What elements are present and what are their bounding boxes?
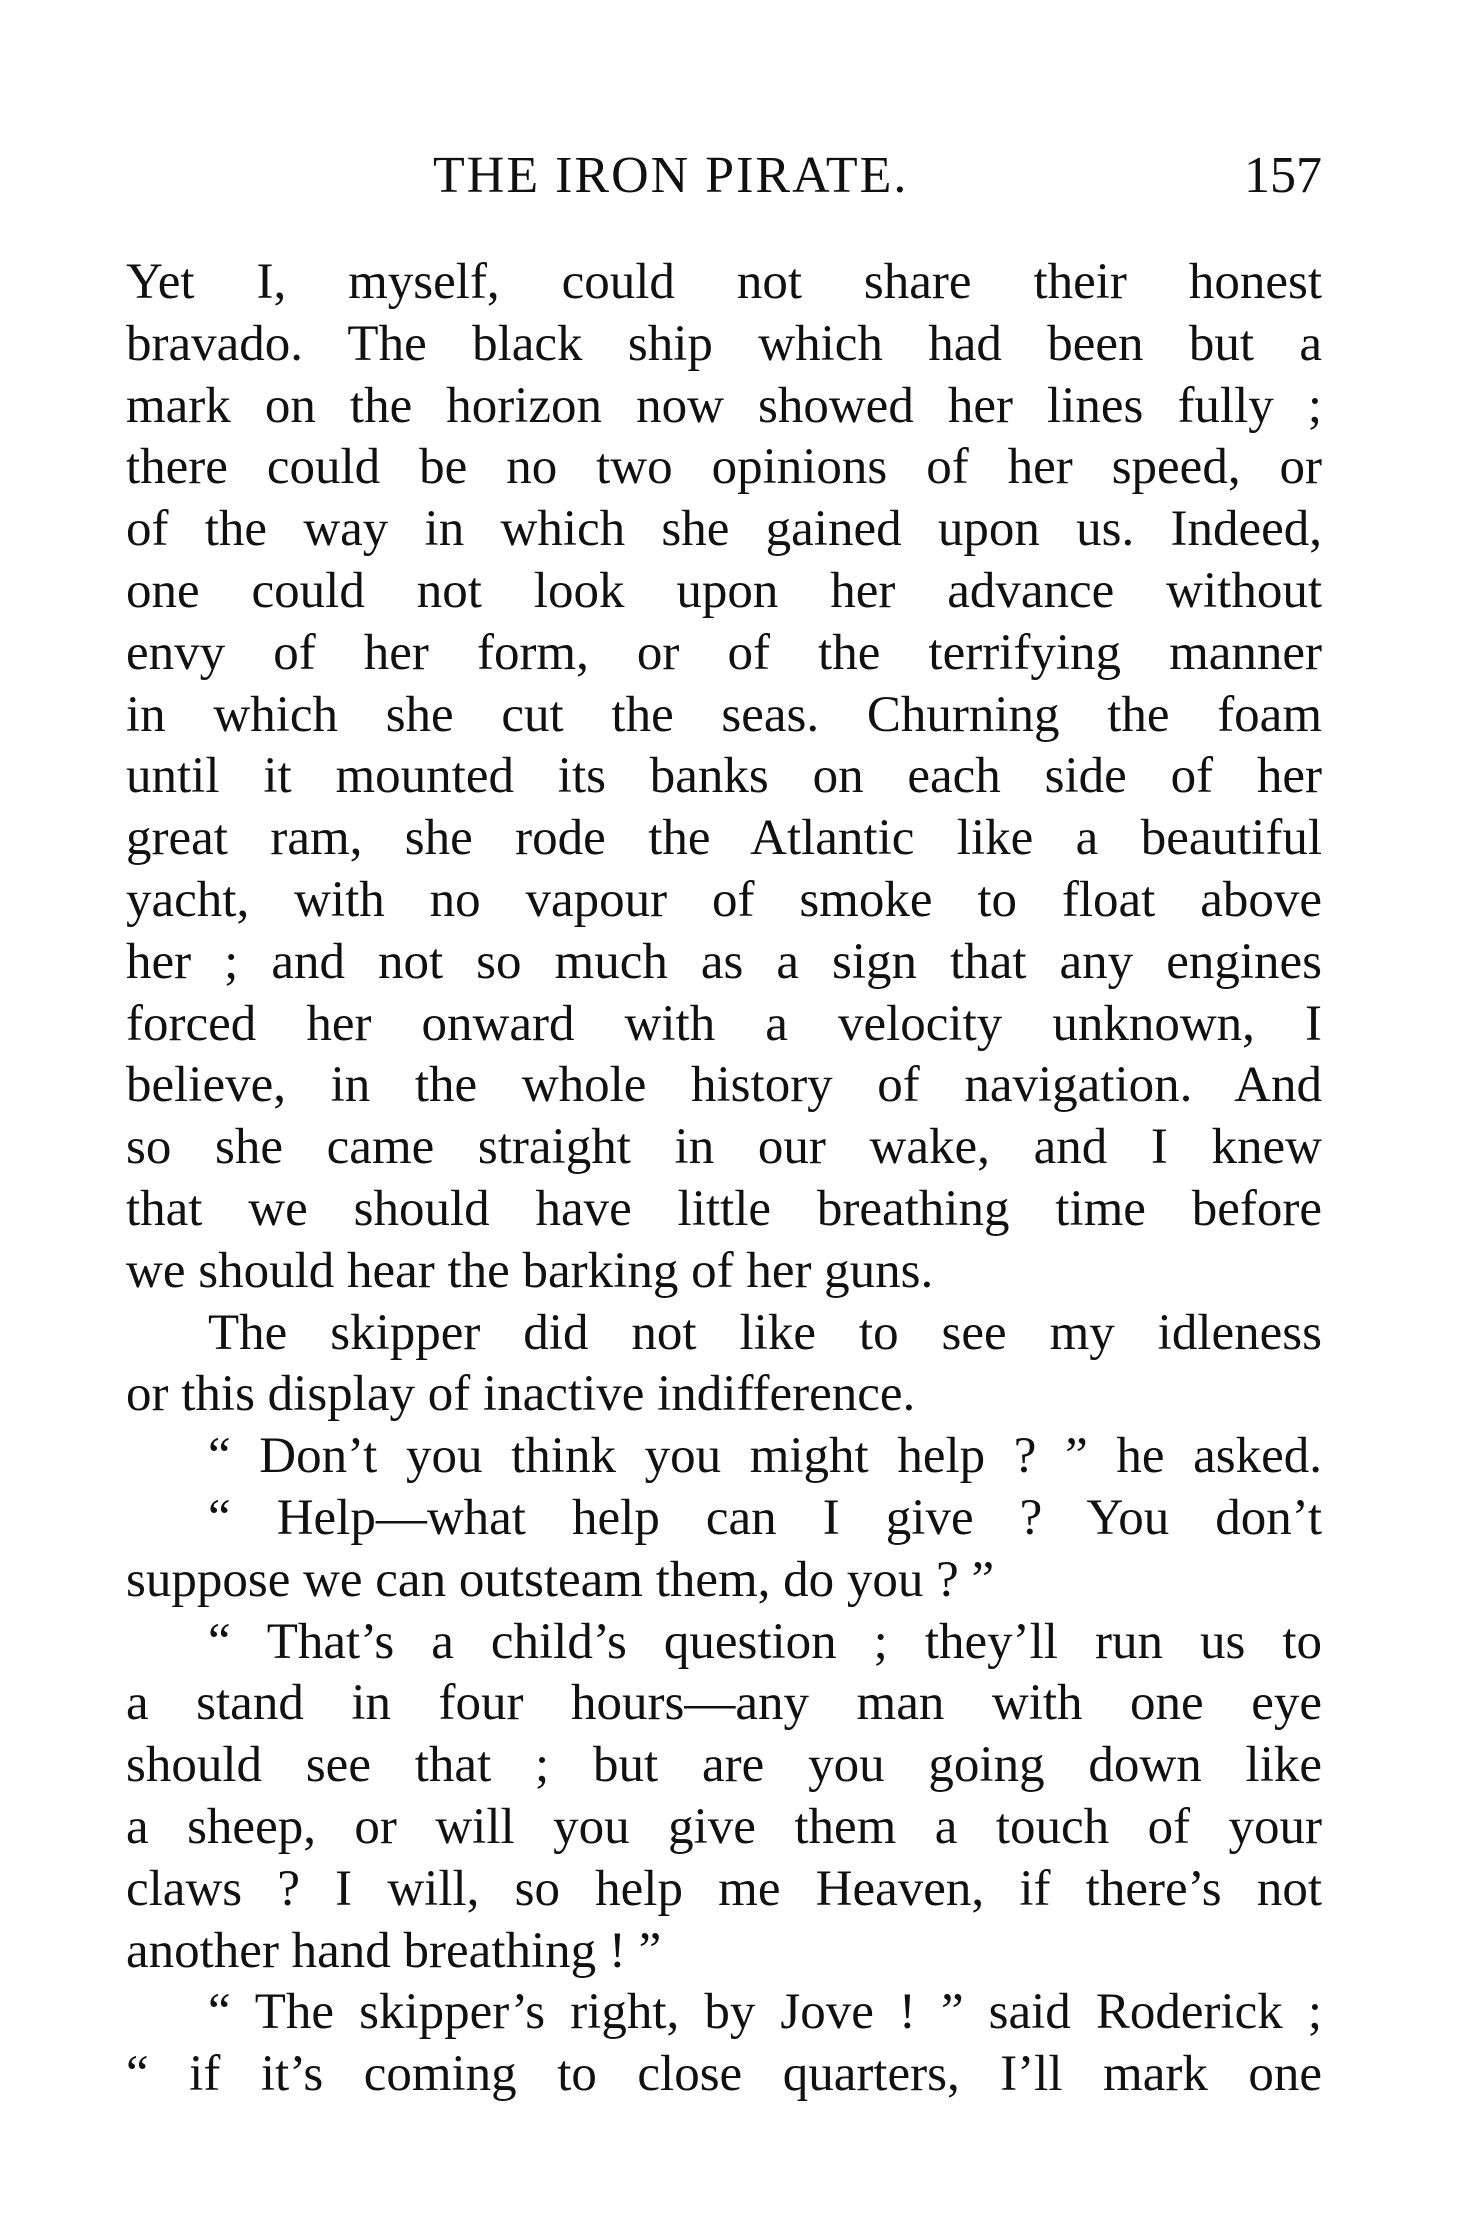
text-line: should see that ; but are you going down like — [126, 1737, 1322, 1794]
text-line: “ if it’s coming to close quarters, I’ll mark one — [126, 2046, 1322, 2103]
text-line: claws ? I will, so help me Heaven, if there’s not — [126, 1860, 1322, 1917]
text-line: yacht, with no vapour of smoke to float above — [126, 871, 1322, 928]
running-head — [126, 146, 1322, 206]
text-line: of the way in which she gained upon us. Indeed, — [126, 501, 1322, 558]
text-line: in which she cut the seas. Churning the foam — [126, 686, 1322, 743]
text-line: so she came straight in our wake, and I knew — [126, 1119, 1322, 1176]
text-line: her ; and not so much as a sign that any engines — [126, 933, 1322, 990]
text-line: Yet I, myself, could not share their honest — [126, 254, 1322, 310]
text-line: The skipper did not like to see my idleness — [208, 1304, 1322, 1361]
text-line: “ Don’t you think you might help ? ” he asked. — [208, 1428, 1322, 1485]
text-line: until it mounted its banks on each side of her — [126, 748, 1322, 805]
text-line: “ That’s a child’s question ; they’ll run us to — [208, 1613, 1322, 1670]
text-line: envy of her form, or of the terrifying manner — [126, 624, 1322, 681]
page-number: 157 — [1244, 147, 1322, 204]
text-line: a sheep, or will you give them a touch of your — [126, 1798, 1322, 1855]
text-line: that we should have little breathing time before — [126, 1180, 1322, 1237]
text-line: great ram, she rode the Atlantic like a beautiful — [126, 810, 1322, 867]
text-line: “ The skipper’s right, by Jove ! ” said Roderick ; — [208, 1984, 1322, 2041]
text-line: suppose we can outsteam them, do you ? ” — [126, 1551, 995, 1608]
running-title: THE IRON PIRATE. — [433, 147, 909, 204]
text-line: a stand in four hours—any man with one eye — [126, 1675, 1322, 1732]
text-line: mark on the horizon now showed her lines fully ; — [126, 377, 1322, 434]
text-line: forced her onward with a velocity unknown, I — [126, 995, 1322, 1052]
text-line: bravado. The black ship which had been but a — [126, 315, 1322, 372]
text-line: believe, in the whole history of navigation. And — [126, 1057, 1322, 1114]
text-line: “ Help—what help can I give ? You don’t — [208, 1489, 1322, 1546]
text-line: another hand breathing ! ” — [126, 1922, 662, 1979]
body-text — [126, 252, 1322, 2106]
text-line: or this display of inactive indifference. — [126, 1366, 916, 1423]
text-line: we should hear the barking of her guns. — [126, 1242, 934, 1299]
text-line: there could be no two opinions of her speed, or — [126, 439, 1322, 496]
text-line: one could not look upon her advance without — [126, 562, 1322, 619]
